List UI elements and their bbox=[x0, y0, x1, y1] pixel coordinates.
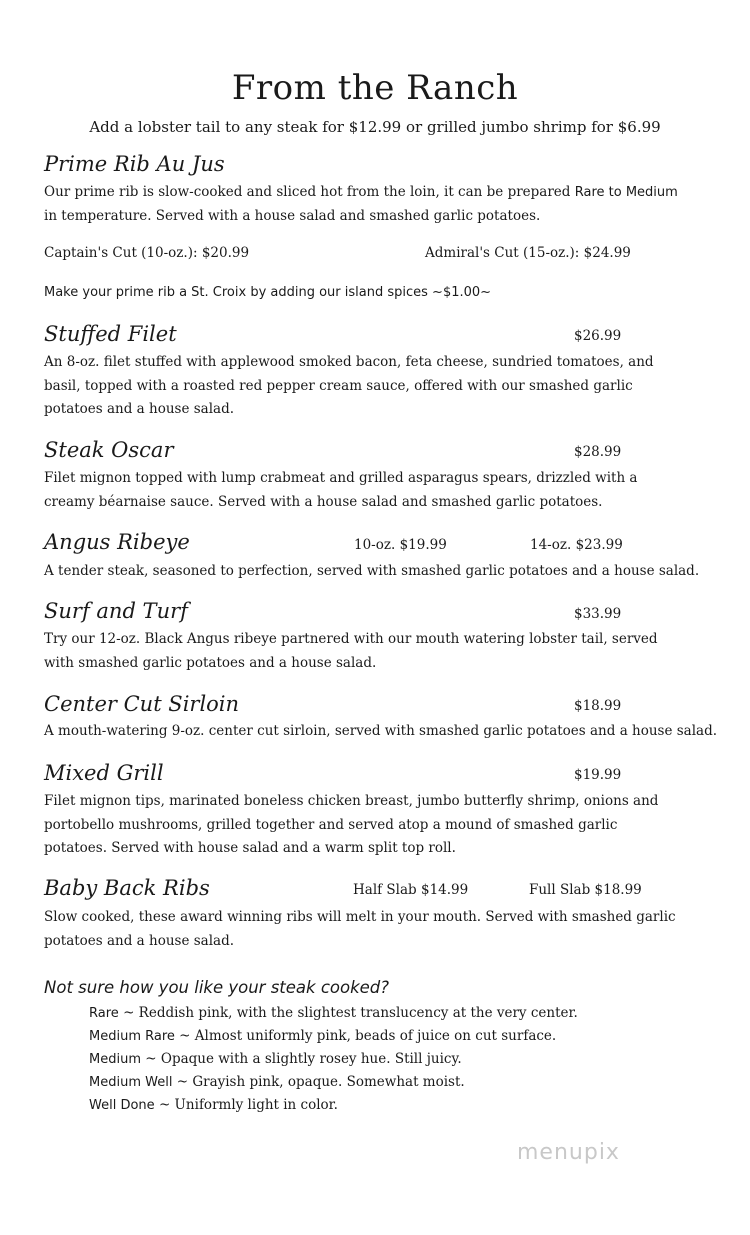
doneness-term: Well Done bbox=[89, 1098, 155, 1113]
desc-line: potatoes and a house salad. bbox=[44, 401, 235, 417]
desc-line: basil, topped with a roasted red pepper cream sauce, offered with our smashed garlic bbox=[44, 377, 633, 394]
item-name-baby-back-ribs: Baby Back Ribs bbox=[44, 876, 210, 900]
item-desc-mixed-grill bbox=[44, 790, 659, 861]
item-name-mixed-grill: Mixed Grill bbox=[44, 761, 164, 785]
doneness-text: ~ Almost uniformly pink, beads of juice on cut surface. bbox=[174, 1028, 557, 1044]
doneness-text: ~ Uniformly light in color. bbox=[154, 1097, 338, 1113]
desc-text: Our prime rib is slow-cooked and sliced hot from the loin, it can be prepared bbox=[44, 184, 575, 200]
doneness-row-medium-rare bbox=[89, 1028, 556, 1044]
doneness-row-medium-well bbox=[89, 1074, 465, 1090]
item-price: $18.99 bbox=[574, 698, 622, 714]
doneness-term: Medium Well bbox=[89, 1075, 173, 1090]
item-desc-steak-oscar bbox=[44, 467, 654, 514]
doneness-text: ~ Opaque with a slightly rosey hue. Still juicy. bbox=[140, 1051, 462, 1067]
item-name-steak-oscar: Steak Oscar bbox=[44, 438, 174, 462]
item-name-angus-ribeye: Angus Ribeye bbox=[44, 530, 190, 554]
desc-line: Filet mignon tips, marinated boneless chicken breast, jumbo butterfly shrimp, onions and bbox=[44, 793, 659, 809]
item-name-surf-and-turf: Surf and Turf bbox=[44, 599, 188, 623]
desc-line: A tender steak, seasoned to perfection, served with smashed garlic potatoes and a house salad. bbox=[44, 563, 700, 579]
desc-line: potatoes and a house salad. bbox=[44, 932, 235, 949]
desc-line: potatoes. Served with house salad and a warm split top roll. bbox=[44, 840, 456, 856]
item-name-stuffed-filet: Stuffed Filet bbox=[44, 322, 177, 346]
doneness-term: Medium Rare bbox=[89, 1029, 175, 1044]
desc-text: in temperature. Served with a house salad and smashed garlic potatoes. bbox=[44, 207, 541, 224]
item-price: $33.99 bbox=[574, 606, 622, 622]
item-price: $26.99 bbox=[574, 328, 622, 344]
desc-line: portobello mushrooms, grilled together and served atop a mound of smashed garlic bbox=[44, 816, 618, 833]
item-desc-baby-back-ribs bbox=[44, 906, 676, 953]
item-desc-stuffed-filet bbox=[44, 351, 654, 422]
item-name-prime-rib: Prime Rib Au Jus bbox=[44, 152, 225, 176]
desc-line: An 8-oz. filet stuffed with applewood smoked bacon, feta cheese, sundried tomatoes, and bbox=[44, 354, 654, 370]
item-price-10oz: 10-oz. $19.99 bbox=[354, 537, 447, 553]
item-desc-angus-ribeye bbox=[44, 560, 700, 584]
desc-line: with smashed garlic potatoes and a house salad. bbox=[44, 654, 377, 671]
desc-line: A mouth-watering 9-oz. center cut sirloin, served with smashed garlic potatoes and a house salad. bbox=[44, 723, 718, 739]
item-price-captains-cut: Captain's Cut (10-oz.): $20.99 bbox=[44, 245, 250, 261]
doneness-text: ~ Grayish pink, opaque. Somewhat moist. bbox=[172, 1074, 465, 1090]
page-subtitle: Add a lobster tail to any steak for $12.99 or grilled jumbo shrimp for $6.99 bbox=[89, 118, 661, 136]
desc-line: Slow cooked, these award winning ribs will melt in your mouth. Served with smashed garlic bbox=[44, 909, 676, 925]
desc-line: Try our 12-oz. Black Angus ribeye partnered with our mouth watering lobster tail, served bbox=[44, 631, 658, 647]
item-desc-surf-and-turf bbox=[44, 628, 658, 675]
item-name-center-cut-sirloin: Center Cut Sirloin bbox=[44, 692, 240, 716]
doneness-term: Rare bbox=[89, 1006, 119, 1021]
prime-rib-note: Make your prime rib a St. Croix by adding our island spices ~$1.00~ bbox=[44, 285, 492, 300]
desc-line: Filet mignon topped with lump crabmeat and grilled asparagus spears, drizzled with a bbox=[44, 470, 638, 486]
menupix-watermark: menupix bbox=[517, 1140, 620, 1165]
desc-line: creamy béarnaise sauce. Served with a house salad and smashed garlic potatoes. bbox=[44, 493, 603, 510]
item-desc-center-cut-sirloin bbox=[44, 720, 718, 744]
item-price-admirals-cut: Admiral's Cut (15-oz.): $24.99 bbox=[425, 245, 631, 261]
desc-emphasis: Rare to Medium bbox=[574, 185, 678, 200]
doneness-term: Medium bbox=[89, 1052, 141, 1067]
item-price-full-slab: Full Slab $18.99 bbox=[529, 882, 642, 898]
doneness-text: ~ Reddish pink, with the slightest translucency at the very center. bbox=[118, 1005, 578, 1021]
item-price-14oz: 14-oz. $23.99 bbox=[530, 537, 623, 553]
doneness-row-well-done bbox=[89, 1097, 338, 1113]
doneness-guide-title: Not sure how you like your steak cooked? bbox=[44, 978, 390, 997]
doneness-row-medium bbox=[89, 1051, 462, 1067]
item-price: $28.99 bbox=[574, 444, 622, 460]
item-desc-prime-rib bbox=[44, 181, 678, 228]
page-title: From the Ranch bbox=[231, 68, 519, 108]
item-price: $19.99 bbox=[574, 767, 622, 783]
item-price-half-slab: Half Slab $14.99 bbox=[353, 882, 469, 898]
doneness-row-rare bbox=[89, 1005, 578, 1021]
